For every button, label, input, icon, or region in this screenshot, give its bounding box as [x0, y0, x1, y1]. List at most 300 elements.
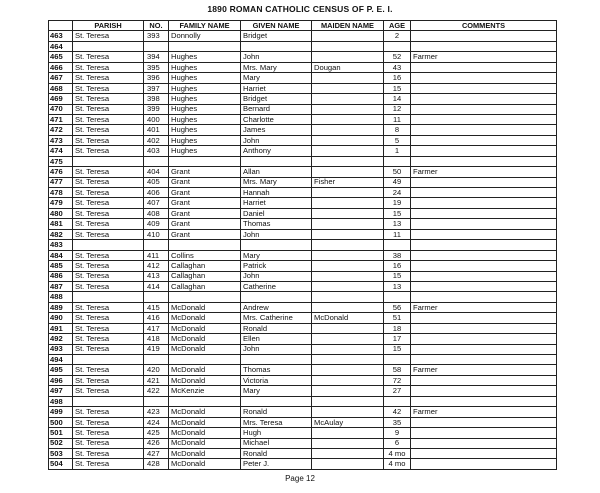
- cell-row-number: 491: [49, 323, 73, 333]
- table-row: [49, 365, 557, 375]
- cell-given-name: Mrs. Catherine: [241, 313, 312, 323]
- cell-given-name: Thomas: [241, 219, 312, 229]
- cell-row-number: 471: [49, 114, 73, 124]
- table-row: [49, 407, 557, 417]
- cell-age: 38: [384, 250, 411, 260]
- cell-no: 417: [144, 323, 169, 333]
- cell-maiden-name: McAulay: [312, 417, 384, 427]
- cell-given-name: Ronald: [241, 407, 312, 417]
- cell-comments: Farmer: [411, 167, 557, 177]
- cell-maiden-name: [312, 52, 384, 62]
- cell-maiden-name: [312, 135, 384, 145]
- census-body: [49, 31, 557, 469]
- cell-age: [384, 156, 411, 166]
- cell-family-name: McDonald: [169, 313, 241, 323]
- cell-no: 397: [144, 83, 169, 93]
- cell-given-name: Mary: [241, 73, 312, 83]
- cell-maiden-name: [312, 375, 384, 385]
- cell-comments: [411, 261, 557, 271]
- cell-comments: [411, 417, 557, 427]
- cell-parish: St. Teresa: [73, 73, 144, 83]
- cell-given-name: Hannah: [241, 188, 312, 198]
- table-row: [49, 83, 557, 93]
- cell-no: 427: [144, 448, 169, 458]
- cell-no: 404: [144, 167, 169, 177]
- cell-comments: [411, 240, 557, 250]
- cell-comments: Farmer: [411, 407, 557, 417]
- cell-comments: [411, 41, 557, 51]
- cell-age: 6: [384, 438, 411, 448]
- cell-given-name: Peter J.: [241, 459, 312, 469]
- cell-family-name: Grant: [169, 208, 241, 218]
- cell-no: 418: [144, 334, 169, 344]
- cell-comments: [411, 62, 557, 72]
- cell-no: 423: [144, 407, 169, 417]
- cell-age: 2: [384, 31, 411, 41]
- cell-parish: St. Teresa: [73, 323, 144, 333]
- cell-parish: St. Teresa: [73, 428, 144, 438]
- cell-age: 49: [384, 177, 411, 187]
- cell-comments: Farmer: [411, 302, 557, 312]
- cell-maiden-name: Dougan: [312, 62, 384, 72]
- cell-given-name: Mary: [241, 250, 312, 260]
- cell-maiden-name: [312, 94, 384, 104]
- cell-comments: [411, 135, 557, 145]
- cell-given-name: Hugh: [241, 428, 312, 438]
- header-age: AGE: [384, 21, 411, 31]
- cell-maiden-name: [312, 219, 384, 229]
- cell-age: 56: [384, 302, 411, 312]
- cell-parish: St. Teresa: [73, 438, 144, 448]
- cell-maiden-name: [312, 188, 384, 198]
- cell-parish: St. Teresa: [73, 344, 144, 354]
- cell-maiden-name: [312, 344, 384, 354]
- cell-maiden-name: [312, 281, 384, 291]
- cell-no: 398: [144, 94, 169, 104]
- table-row: [49, 94, 557, 104]
- table-row: [49, 240, 557, 250]
- cell-family-name: McDonald: [169, 407, 241, 417]
- table-row: [49, 188, 557, 198]
- cell-maiden-name: [312, 198, 384, 208]
- cell-maiden-name: [312, 334, 384, 344]
- table-row: [49, 396, 557, 406]
- cell-comments: [411, 73, 557, 83]
- cell-comments: Farmer: [411, 365, 557, 375]
- table-row: [49, 375, 557, 385]
- cell-family-name: Grant: [169, 229, 241, 239]
- cell-given-name: John: [241, 344, 312, 354]
- cell-age: [384, 396, 411, 406]
- cell-maiden-name: [312, 355, 384, 365]
- table-row: [49, 448, 557, 458]
- cell-comments: [411, 188, 557, 198]
- cell-given-name: Charlotte: [241, 114, 312, 124]
- cell-comments: [411, 177, 557, 187]
- cell-age: 52: [384, 52, 411, 62]
- cell-age: [384, 41, 411, 51]
- cell-row-number: 494: [49, 355, 73, 365]
- cell-age: 4 mo: [384, 448, 411, 458]
- cell-given-name: Daniel: [241, 208, 312, 218]
- page-title: 1890 ROMAN CATHOLIC CENSUS OF P. E. I.: [207, 4, 393, 14]
- cell-family-name: Hughes: [169, 73, 241, 83]
- cell-row-number: 477: [49, 177, 73, 187]
- cell-comments: [411, 281, 557, 291]
- table-row: [49, 334, 557, 344]
- cell-comments: [411, 156, 557, 166]
- cell-no: 396: [144, 73, 169, 83]
- cell-maiden-name: [312, 104, 384, 114]
- cell-no: 411: [144, 250, 169, 260]
- cell-maiden-name: [312, 386, 384, 396]
- cell-maiden-name: [312, 438, 384, 448]
- cell-parish: St. Teresa: [73, 177, 144, 187]
- cell-family-name: Donnolly: [169, 31, 241, 41]
- cell-maiden-name: [312, 271, 384, 281]
- cell-row-number: 490: [49, 313, 73, 323]
- cell-family-name: McDonald: [169, 417, 241, 427]
- cell-row-number: 469: [49, 94, 73, 104]
- cell-row-number: 470: [49, 104, 73, 114]
- cell-age: 5: [384, 135, 411, 145]
- cell-family-name: McDonald: [169, 428, 241, 438]
- cell-age: 17: [384, 334, 411, 344]
- table-row: [49, 125, 557, 135]
- cell-family-name: McDonald: [169, 438, 241, 448]
- cell-given-name: Patrick: [241, 261, 312, 271]
- header-maiden-name: MAIDEN NAME: [312, 21, 384, 31]
- cell-age: 35: [384, 417, 411, 427]
- cell-no: [144, 156, 169, 166]
- cell-row-number: 500: [49, 417, 73, 427]
- cell-family-name: Grant: [169, 167, 241, 177]
- cell-parish: St. Teresa: [73, 459, 144, 469]
- cell-maiden-name: [312, 302, 384, 312]
- cell-given-name: James: [241, 125, 312, 135]
- cell-family-name: Hughes: [169, 104, 241, 114]
- cell-no: 426: [144, 438, 169, 448]
- cell-age: 11: [384, 114, 411, 124]
- cell-parish: [73, 355, 144, 365]
- table-row: [49, 31, 557, 41]
- cell-comments: [411, 125, 557, 135]
- cell-parish: St. Teresa: [73, 334, 144, 344]
- cell-age: 43: [384, 62, 411, 72]
- table-row: [49, 52, 557, 62]
- cell-parish: St. Teresa: [73, 135, 144, 145]
- cell-row-number: 465: [49, 52, 73, 62]
- cell-age: [384, 355, 411, 365]
- table-row: [49, 135, 557, 145]
- cell-no: 420: [144, 365, 169, 375]
- cell-age: 42: [384, 407, 411, 417]
- cell-row-number: 497: [49, 386, 73, 396]
- cell-no: 415: [144, 302, 169, 312]
- cell-age: 15: [384, 344, 411, 354]
- cell-family-name: McDonald: [169, 375, 241, 385]
- cell-given-name: Anthony: [241, 146, 312, 156]
- cell-given-name: Andrew: [241, 302, 312, 312]
- cell-comments: [411, 438, 557, 448]
- page-number: Page 12: [285, 474, 315, 483]
- cell-given-name: Thomas: [241, 365, 312, 375]
- cell-row-number: 468: [49, 83, 73, 93]
- cell-family-name: Hughes: [169, 83, 241, 93]
- cell-family-name: Grant: [169, 219, 241, 229]
- cell-comments: [411, 396, 557, 406]
- cell-family-name: Grant: [169, 188, 241, 198]
- cell-maiden-name: [312, 156, 384, 166]
- cell-age: 9: [384, 428, 411, 438]
- cell-given-name: John: [241, 135, 312, 145]
- cell-age: 15: [384, 208, 411, 218]
- cell-comments: [411, 459, 557, 469]
- header-row-number: [49, 21, 73, 31]
- cell-family-name: Hughes: [169, 114, 241, 124]
- cell-given-name: Harriet: [241, 83, 312, 93]
- cell-family-name: Hughes: [169, 146, 241, 156]
- cell-no: 421: [144, 375, 169, 385]
- table-row: [49, 281, 557, 291]
- cell-family-name: Grant: [169, 177, 241, 187]
- cell-comments: [411, 448, 557, 458]
- cell-no: 399: [144, 104, 169, 114]
- cell-parish: St. Teresa: [73, 167, 144, 177]
- cell-given-name: Ronald: [241, 323, 312, 333]
- cell-row-number: 474: [49, 146, 73, 156]
- table-row: [49, 219, 557, 229]
- table-row: [49, 146, 557, 156]
- cell-age: 19: [384, 198, 411, 208]
- cell-row-number: 480: [49, 208, 73, 218]
- table-row: [49, 73, 557, 83]
- cell-parish: St. Teresa: [73, 229, 144, 239]
- cell-no: 424: [144, 417, 169, 427]
- cell-parish: [73, 396, 144, 406]
- cell-comments: [411, 428, 557, 438]
- table-row: [49, 198, 557, 208]
- cell-no: 428: [144, 459, 169, 469]
- header-no: NO.: [144, 21, 169, 31]
- cell-parish: St. Teresa: [73, 94, 144, 104]
- cell-maiden-name: [312, 365, 384, 375]
- cell-maiden-name: [312, 31, 384, 41]
- cell-maiden-name: [312, 396, 384, 406]
- cell-comments: [411, 334, 557, 344]
- cell-parish: St. Teresa: [73, 52, 144, 62]
- cell-parish: St. Teresa: [73, 31, 144, 41]
- cell-no: 412: [144, 261, 169, 271]
- table-row: [49, 344, 557, 354]
- cell-parish: St. Teresa: [73, 448, 144, 458]
- cell-family-name: Callaghan: [169, 281, 241, 291]
- cell-maiden-name: [312, 146, 384, 156]
- cell-given-name: Harriet: [241, 198, 312, 208]
- cell-maiden-name: [312, 240, 384, 250]
- cell-given-name: Mary: [241, 386, 312, 396]
- table-row: [49, 250, 557, 260]
- cell-no: [144, 41, 169, 51]
- cell-given-name: Mrs. Teresa: [241, 417, 312, 427]
- table-row: [49, 292, 557, 302]
- table-row: [49, 417, 557, 427]
- cell-family-name: Hughes: [169, 125, 241, 135]
- cell-row-number: 499: [49, 407, 73, 417]
- cell-row-number: 498: [49, 396, 73, 406]
- cell-family-name: Hughes: [169, 62, 241, 72]
- cell-row-number: 501: [49, 428, 73, 438]
- cell-age: 13: [384, 281, 411, 291]
- cell-comments: [411, 146, 557, 156]
- table-row: [49, 428, 557, 438]
- cell-family-name: McDonald: [169, 448, 241, 458]
- cell-comments: [411, 313, 557, 323]
- cell-parish: St. Teresa: [73, 302, 144, 312]
- cell-maiden-name: [312, 250, 384, 260]
- cell-family-name: [169, 355, 241, 365]
- table-row: [49, 41, 557, 51]
- cell-parish: [73, 292, 144, 302]
- table-row: [49, 62, 557, 72]
- cell-row-number: 479: [49, 198, 73, 208]
- cell-parish: [73, 156, 144, 166]
- cell-given-name: John: [241, 271, 312, 281]
- cell-comments: [411, 250, 557, 260]
- header-row: [49, 21, 557, 31]
- cell-no: 406: [144, 188, 169, 198]
- cell-maiden-name: [312, 323, 384, 333]
- cell-no: [144, 240, 169, 250]
- cell-parish: St. Teresa: [73, 417, 144, 427]
- cell-comments: [411, 271, 557, 281]
- cell-age: [384, 240, 411, 250]
- cell-age: 4 mo: [384, 459, 411, 469]
- cell-maiden-name: [312, 428, 384, 438]
- cell-family-name: Callaghan: [169, 271, 241, 281]
- cell-parish: St. Teresa: [73, 250, 144, 260]
- cell-parish: [73, 240, 144, 250]
- table-row: [49, 386, 557, 396]
- cell-given-name: Bridget: [241, 31, 312, 41]
- cell-maiden-name: [312, 73, 384, 83]
- cell-given-name: [241, 355, 312, 365]
- cell-no: 416: [144, 313, 169, 323]
- cell-age: 24: [384, 188, 411, 198]
- cell-maiden-name: [312, 448, 384, 458]
- cell-given-name: Michael: [241, 438, 312, 448]
- cell-row-number: 495: [49, 365, 73, 375]
- cell-family-name: [169, 240, 241, 250]
- header-given-name: GIVEN NAME: [241, 21, 312, 31]
- cell-row-number: 487: [49, 281, 73, 291]
- table-row: [49, 438, 557, 448]
- cell-maiden-name: [312, 114, 384, 124]
- table-row: [49, 313, 557, 323]
- cell-parish: St. Teresa: [73, 313, 144, 323]
- table-row: [49, 302, 557, 312]
- cell-family-name: McDonald: [169, 365, 241, 375]
- cell-comments: [411, 355, 557, 365]
- cell-parish: St. Teresa: [73, 104, 144, 114]
- table-row: [49, 271, 557, 281]
- cell-no: 422: [144, 386, 169, 396]
- cell-row-number: 482: [49, 229, 73, 239]
- cell-no: [144, 355, 169, 365]
- cell-parish: St. Teresa: [73, 114, 144, 124]
- table-row: [49, 459, 557, 469]
- cell-given-name: John: [241, 52, 312, 62]
- cell-parish: St. Teresa: [73, 386, 144, 396]
- cell-age: 15: [384, 271, 411, 281]
- cell-family-name: Hughes: [169, 135, 241, 145]
- cell-no: [144, 292, 169, 302]
- cell-comments: [411, 94, 557, 104]
- cell-given-name: Catherine: [241, 281, 312, 291]
- cell-family-name: [169, 292, 241, 302]
- cell-given-name: Allan: [241, 167, 312, 177]
- cell-parish: St. Teresa: [73, 198, 144, 208]
- cell-no: 409: [144, 219, 169, 229]
- cell-age: 15: [384, 83, 411, 93]
- cell-no: 408: [144, 208, 169, 218]
- cell-maiden-name: [312, 292, 384, 302]
- table-row: [49, 208, 557, 218]
- cell-row-number: 464: [49, 41, 73, 51]
- cell-row-number: 484: [49, 250, 73, 260]
- cell-family-name: McDonald: [169, 323, 241, 333]
- cell-given-name: Mrs. Mary: [241, 177, 312, 187]
- cell-comments: [411, 114, 557, 124]
- cell-no: 413: [144, 271, 169, 281]
- cell-comments: [411, 292, 557, 302]
- cell-comments: [411, 31, 557, 41]
- cell-given-name: [241, 41, 312, 51]
- header-family-name: FAMILY NAME: [169, 21, 241, 31]
- cell-row-number: 504: [49, 459, 73, 469]
- cell-family-name: [169, 41, 241, 51]
- cell-row-number: 483: [49, 240, 73, 250]
- cell-parish: St. Teresa: [73, 365, 144, 375]
- cell-row-number: 475: [49, 156, 73, 166]
- cell-parish: St. Teresa: [73, 281, 144, 291]
- cell-maiden-name: [312, 41, 384, 51]
- cell-age: 16: [384, 73, 411, 83]
- cell-given-name: Ronald: [241, 448, 312, 458]
- cell-family-name: McDonald: [169, 302, 241, 312]
- cell-no: 393: [144, 31, 169, 41]
- cell-given-name: Bernard: [241, 104, 312, 114]
- cell-given-name: Ellen: [241, 334, 312, 344]
- cell-age: 11: [384, 229, 411, 239]
- cell-no: 419: [144, 344, 169, 354]
- cell-comments: [411, 83, 557, 93]
- cell-given-name: Mrs. Mary: [241, 62, 312, 72]
- cell-parish: St. Teresa: [73, 62, 144, 72]
- cell-age: 58: [384, 365, 411, 375]
- cell-age: 14: [384, 94, 411, 104]
- cell-maiden-name: [312, 167, 384, 177]
- cell-comments: [411, 344, 557, 354]
- cell-row-number: 486: [49, 271, 73, 281]
- table-row: [49, 114, 557, 124]
- cell-given-name: Bridget: [241, 94, 312, 104]
- cell-comments: [411, 375, 557, 385]
- cell-parish: St. Teresa: [73, 375, 144, 385]
- table-row: [49, 167, 557, 177]
- table-row: [49, 261, 557, 271]
- cell-parish: [73, 41, 144, 51]
